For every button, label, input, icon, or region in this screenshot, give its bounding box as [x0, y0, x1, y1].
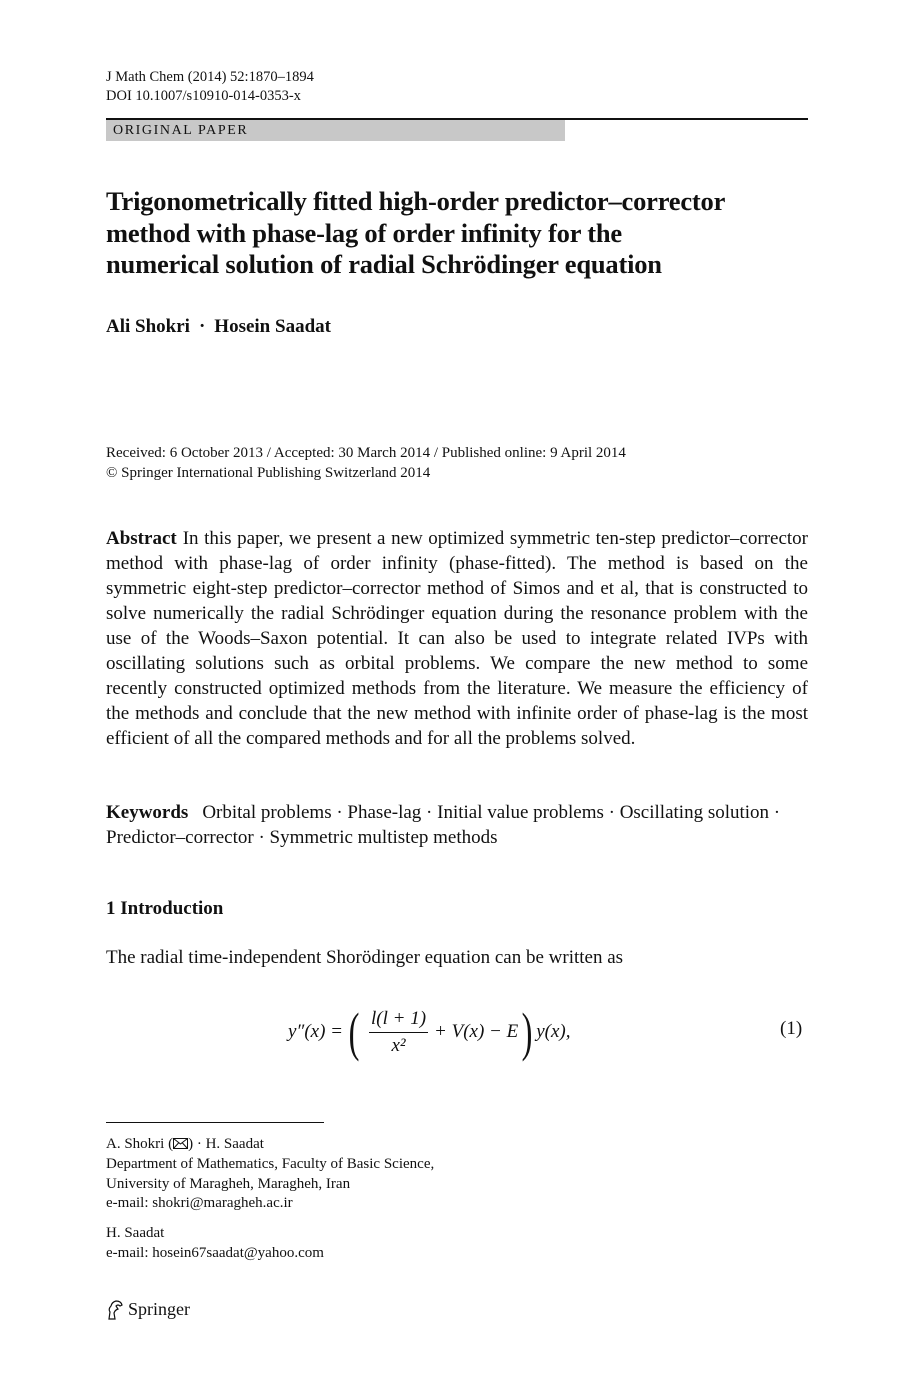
equation-1 — [288, 1003, 648, 1061]
title-line: numerical solution of radial Schrödinger equation — [106, 249, 662, 279]
fraction-numerator: l(l + 1) — [369, 1008, 428, 1033]
equation-rhs: y(x), — [536, 1021, 571, 1042]
footnote-rule — [106, 1122, 324, 1123]
second-author-name: H. Saadat — [106, 1225, 165, 1241]
abstract-heading: Abstract — [106, 528, 177, 549]
right-paren: ) — [521, 1002, 533, 1062]
copyright-notice: © Springer International Publishing Switzerland 2014 — [106, 465, 431, 481]
author-separator: · — [198, 316, 206, 337]
keywords-text: Orbital problems · Phase-lag · Initial value problems · Oscillating solution · Predictor–corrector · Symmetric multistep methods — [106, 802, 781, 848]
equation-middle: + V(x) − E — [434, 1021, 519, 1042]
fraction-denominator: x² — [391, 1034, 406, 1056]
affiliation-line: University of Maragheh, Maragheh, Iran — [106, 1176, 351, 1192]
springer-horse-icon — [106, 1300, 124, 1320]
section-number: 1 — [106, 898, 116, 919]
abstract-text: In this paper, we present a new optimized symmetric ten-step predictor–corrector method with phase-lag of order infinity (phase-fitted). The method is based on the symmetric eight-step predictor–corrector method of Simos and et al, that is constructed to solve numerically the radial Schrödinger equation during the resonance problem with the use of the Woods–Saxon potential. It can also be used to integrate related IVPs with oscillating solutions such as orbital problems. We compare the new method to some recently constructed optimized methods from the literature. We measure the efficiency of the methods and conclude that the new method with infinite order of phase-lag is the most efficient of all the compared methods and for all the problems solved. — [106, 528, 808, 749]
title-line: method with phase-lag of order infinity for the — [106, 217, 622, 248]
second-author-email[interactable]: e-mail: hosein67saadat@yahoo.com — [106, 1245, 324, 1261]
author-name: Ali Shokri — [106, 316, 190, 337]
affiliation-line: Department of Mathematics, Faculty of Basic Science, — [106, 1156, 435, 1172]
footnote-authors: A. Shokri ( ) · H. Saadat — [106, 1136, 264, 1152]
left-paren: ( — [348, 1002, 360, 1062]
article-type-banner: ORIGINAL PAPER — [106, 120, 565, 141]
author-name: Hosein Saadat — [214, 316, 331, 337]
journal-citation: J Math Chem (2014) 52:1870–1894 — [106, 69, 314, 85]
equation-lhs: y″(x) = — [288, 1021, 344, 1042]
publisher-name: Springer — [128, 1299, 190, 1319]
keywords — [106, 800, 808, 850]
envelope-icon — [173, 1138, 188, 1149]
equation-number: (1) — [780, 1018, 803, 1039]
doi: DOI 10.1007/s10910-014-0353-x — [106, 88, 301, 104]
title-line: Trigonometrically fitted high-order predictor–corrector — [106, 186, 726, 216]
abstract — [106, 526, 808, 751]
intro-paragraph: The radial time-independent Shorödinger equation can be written as — [106, 947, 624, 968]
keywords-heading: Keywords — [106, 802, 189, 823]
publisher-logo — [106, 1299, 190, 1320]
equation-fraction — [369, 1008, 428, 1057]
section-heading — [106, 898, 223, 920]
publication-dates — [106, 443, 626, 483]
history-dates: Received: 6 October 2013 / Accepted: 30 March 2014 / Published online: 9 April 2014 — [106, 445, 626, 461]
author-email[interactable]: e-mail: shokri@maragheh.ac.ir — [106, 1195, 293, 1211]
paper-title — [106, 186, 806, 281]
author-list — [106, 316, 331, 338]
section-title: Introduction — [120, 898, 224, 919]
